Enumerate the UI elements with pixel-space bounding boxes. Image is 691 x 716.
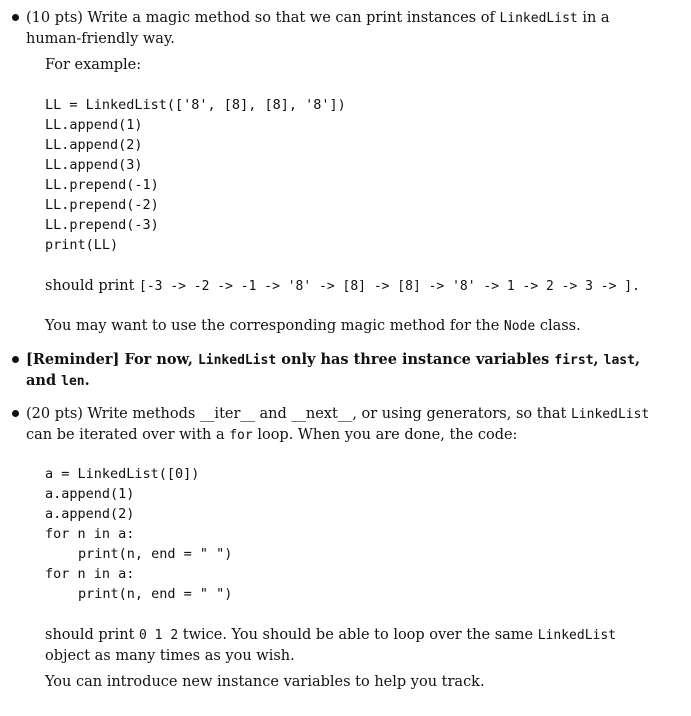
item3-code-block xyxy=(45,464,232,604)
code-line: for n in a: xyxy=(45,526,135,542)
item1-hint: You may want to use the corresponding magic method for the Node class. xyxy=(45,318,581,334)
code-line: a.append(2) xyxy=(45,506,135,522)
code-line: print(LL) xyxy=(45,237,119,253)
item3-final-note: You can introduce new instance variables to help you track. xyxy=(45,674,485,690)
item1-description: (10 pts) Write a magic method so that we can print instances of LinkedList in a human-friendly way. xyxy=(26,10,610,47)
bullet-item-magic-method xyxy=(26,8,651,49)
bullet-item-reminder xyxy=(26,350,651,392)
code-line: a.append(1) xyxy=(45,486,135,502)
item1-hint-node: Node xyxy=(503,319,536,334)
item2-reminder-text: [Reminder] For now, LinkedList only has three instance variables first, last, and len. xyxy=(26,351,641,389)
item1-code-block xyxy=(45,95,346,255)
code-line: print(n, end = " ") xyxy=(78,546,233,562)
code-line: LL.prepend(-3) xyxy=(45,217,159,233)
code-line: print(n, end = " ") xyxy=(78,586,233,602)
code-line: a = LinkedList([0]) xyxy=(45,466,200,482)
bullet-item-iteration xyxy=(26,404,651,446)
bullet-dot xyxy=(12,356,19,363)
item1-should-print: should print [-3 -> -2 -> -1 -> '8' -> [8] -> [8] -> '8' -> 1 -> 2 -> 3 -> ]. xyxy=(45,278,640,294)
item3-description: (20 pts) Write methods __iter__ and __next__, or using generators, so that LinkedList can be iterated over with a for loop. When you are done, the code: xyxy=(26,406,650,443)
code-line: LL.prepend(-2) xyxy=(45,197,159,213)
item3-should-print: should print 0 1 2 twice. You should be able to loop over the same LinkedList object as many times as you wish. xyxy=(45,627,617,664)
code-line: for n in a: xyxy=(45,566,135,582)
bullet-dot xyxy=(12,14,19,21)
code-line: LL.prepend(-1) xyxy=(45,177,159,193)
code-line: LL.append(3) xyxy=(45,157,143,173)
code-line: LL = LinkedList(['8', [8], [8], '8']) xyxy=(45,97,346,113)
code-line: LL.append(1) xyxy=(45,117,143,133)
code-line: LL.append(2) xyxy=(45,137,143,153)
for-example-label: For example: xyxy=(45,57,142,73)
item1-code-linkedlist: LinkedList xyxy=(499,11,578,26)
bullet-dot xyxy=(12,410,19,417)
item3-expected-output: 0 1 2 xyxy=(139,628,179,643)
item1-expected-output: [-3 -> -2 -> -1 -> '8' -> [8] -> [8] -> '8' -> 1 -> 2 -> 3 -> ]. xyxy=(139,279,640,294)
